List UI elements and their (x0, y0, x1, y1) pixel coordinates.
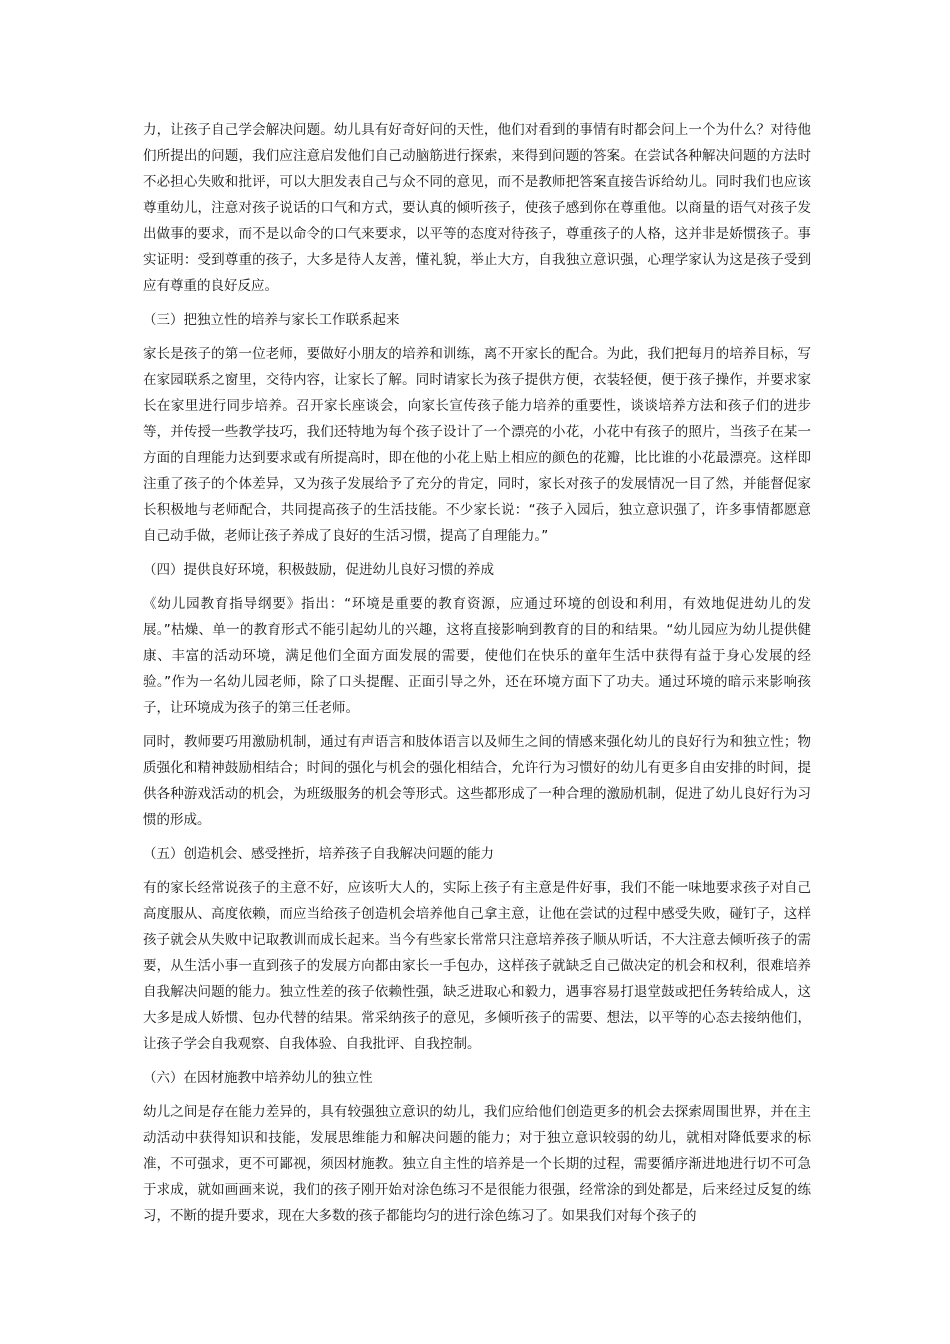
document-page (143, 117, 811, 1237)
section-heading-3: （三）把独立性的培养与家长工作联系起来 (143, 312, 400, 328)
paragraph-individual-teaching: 幼儿之间是存在能力差异的，具有较强独立意识的幼儿，我们应给他们创造更多的机会去探索周围世界，并在主动活动中获得知识和技能，发展思维能力和解决问题的能力；对于独立意识较弱的幼儿，就相对降低要求的标准，不可强求，更不可鄙视，须因材施教。独立自主性的培养是一个长期的过程，需要循序渐进地进行切不可急于求成，就如画画来说，我们的孩子刚开始对涂色练习不是很能力很强，经常涂的到处都是，后来经过反复的练习，不断的提升要求，现在大多数的孩子都能均匀的进行涂色练习了。如果我们对每个孩子的 (143, 1104, 811, 1224)
section-heading-4: （四）提供良好环境，积极鼓励，促进幼儿良好习惯的养成 (143, 562, 494, 578)
paragraph-incentives: 同时，教师要巧用激励机制，通过有声语言和肢体语言以及师生之间的情感来强化幼儿的良好行为和独立性；物质强化和精神鼓励相结合；时间的强化与机会的强化相结合，允许行为习惯好的幼儿有更多自由安排的时间，提供各种游戏活动的机会，为班级服务的机会等形式。这些都形成了一种合理的激励机制，促进了幼儿良好行为习惯的形成。 (143, 734, 811, 828)
paragraph-parent-cooperation: 家长是孩子的第一位老师，要做好小朋友的培养和训练，离不开家长的配合。为此，我们把每月的培养目标，写在家园联系之窗里，交待内容，让家长了解。同时请家长为孩子提供方便，衣装轻便，便于孩子操作，并要求家长在家里进行同步培养。召开家长座谈会，向家长宣传孩子能力培养的重要性，谈谈培养方法和孩子们的进步等，并传授一些教学技巧，我们还特地为每个孩子设计了一个漂亮的小花，小花中有孩子的照片，当孩子在某一方面的自理能力达到要求或有所提高时，即在他的小花上贴上相应的颜色的花瓣，比比谁的小花最漂亮。这样即注重了孩子的个体差异，又为孩子发展给予了充分的肯定，同时，家长对孩子的发展情况一目了然，并能督促家长积极地与老师配合，共同提高孩子的生活技能。不少家长说：“孩子入园后，独立意识强了，许多事情都愿意自己动手做，老师让孩子养成了良好的生活习惯，提高了自理能力。” (143, 346, 811, 544)
paragraph-respect-children: 力，让孩子自己学会解决问题。幼儿具有好奇好问的天性，他们对看到的事情有时都会问上一个为什么？对待他们所提出的问题，我们应注意启发他们自己动脑筋进行探索，来得到问题的答案。在尝试各种解决问题的方法时不必担心失败和批评，可以大胆发表自己与众不同的意见，而不是教师把答案直接告诉给幼儿。同时我们也应该尊重幼儿，注意对孩子说话的口气和方式，要认真的倾听孩子，使孩子感到你在尊重他。以商量的语气对孩子发出做事的要求，而不是以命令的口气来要求，以平等的态度对待孩子，尊重孩子的人格，这并非是娇惯孩子。事实证明：受到尊重的孩子，大多是待人友善，懂礼貌，举止大方，自我独立意识强，心理学家认为这是孩子受到应有尊重的良好反应。 (143, 122, 811, 294)
section-heading-6: （六）在因材施教中培养幼儿的独立性 (143, 1070, 373, 1086)
paragraph-environment: 《幼儿园教育指导纲要》指出：“环境是重要的教育资源，应通过环境的创设和利用，有效地促进幼儿的发展。”枯燥、单一的教育形式不能引起幼儿的兴趣，这将直接影响到教育的目的和结果。“幼儿园应为幼儿提供健康、丰富的活动环境，满足他们全面方面发展的需要，使他们在快乐的童年生活中获得有益于身心发展的经验。”作为一名幼儿园老师，除了口头提醒、正面引导之外，还在环境方面下了功夫。通过环境的暗示来影响孩子，让环境成为孩子的第三任老师。 (143, 596, 811, 716)
section-heading-5: （五）创造机会、感受挫折，培养孩子自我解决问题的能力 (143, 846, 494, 862)
paragraph-problem-solving: 有的家长经常说孩子的主意不好，应该听大人的，实际上孩子有主意是件好事，我们不能一味地要求孩子对自己高度服从、高度依赖，而应当给孩子创造机会培养他自己拿主意，让他在尝试的过程中感受失败，碰钉子，这样孩子就会从失败中记取教训而成长起来。当今有些家长常常只注意培养孩子顺从听话，不大注意去倾听孩子的需要，从生活小事一直到孩子的发展方向都由家长一手包办，这样孩子就缺乏自己做决定的机会和权利，很难培养自我解决问题的能力。独立性差的孩子依赖性强，缺乏进取心和毅力，遇事容易打退堂鼓或把任务转给成人，这大多是成人娇惯、包办代替的结果。常采纳孩子的意见，多倾听孩子的需要、想法，以平等的心态去接纳他们，让孩子学会自我观察、自我体验、自我批评、自我控制。 (143, 880, 811, 1052)
